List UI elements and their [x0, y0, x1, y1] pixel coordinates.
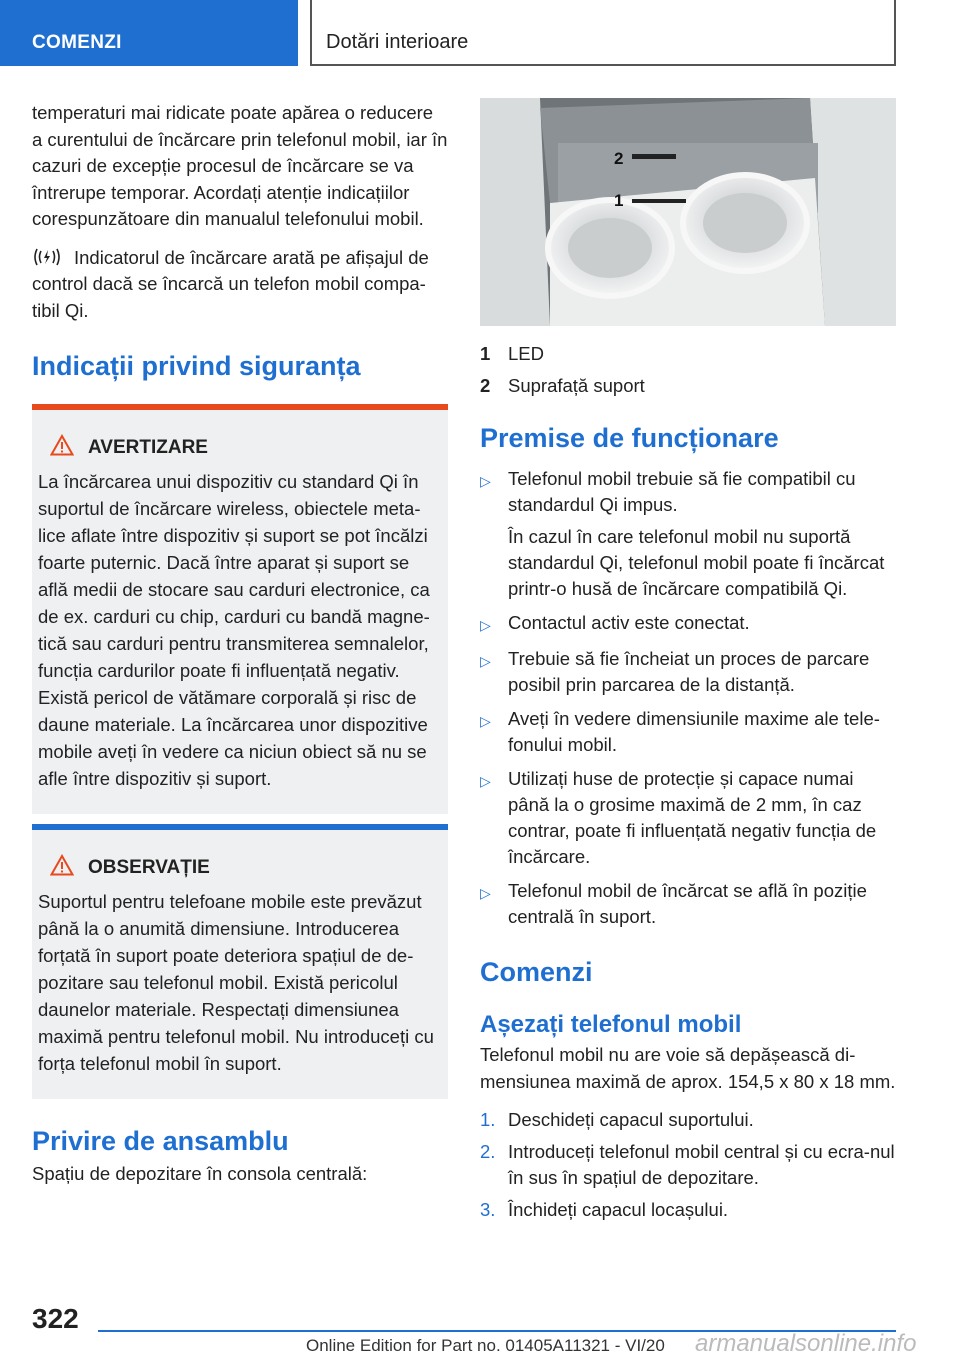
list-item: 2. Introduceți telefonul mobil central și cu ecra-nul în sus în spațiul de depozitare. [480, 1141, 895, 1188]
console-storage-photo [480, 98, 896, 326]
steps-list [480, 1107, 896, 1223]
overview-heading: Privire de ansamblu [32, 1126, 289, 1156]
triangle-bullet-icon: ▷ [480, 617, 491, 633]
chapter-tab-label: Dotări interioare [326, 31, 469, 53]
list-item: ▷ Telefonul mobil trebuie să fie compatibil cu standardul Qi impus. În cazul în care telefonul mobil nu suportă standardul Qi, telefonul mobil poate fi încărcat printr-o husă de încărcare compatibilă Qi. [480, 466, 896, 602]
overview-text: Spațiu de depozitare în consola centrală: [32, 1163, 368, 1184]
list-item: ▷ Aveți în vedere dimensiunile maxime ale tele-fonului mobil. [480, 706, 896, 758]
list-item: ▷ Utilizați huse de protecție și capace numai până la o grosime maximă de 2 mm, în caz contrar, poate fi influențată negativ funcția de încărcare. [480, 766, 896, 870]
list-item: 1. Deschideți capacul suportului. [480, 1109, 754, 1130]
watermark: armanualsonline.info [695, 1330, 917, 1357]
notice-title: OBSERVAȚIE [88, 857, 210, 878]
prereq-subnote: În cazul în care telefonul mobil nu suportă standardul Qi, telefonul mobil poate fi încărcat printr-o husă de încărcare compatibilă Qi. [508, 526, 885, 599]
prereq-heading: Premise de funcționare [480, 423, 779, 453]
intro-paragraph: temperaturi mai ridicate poate apărea o reducere a curentului de încărcare prin telefonul mobil, iar în cazuri de excepție procesul de încărcare se va întrerupe temporar. Acordați atenție indicațiilor corespunzătoare din manualul telefonului mobil. [32, 102, 448, 229]
triangle-bullet-icon: ▷ [480, 653, 491, 669]
triangle-bullet-icon: ▷ [480, 713, 491, 729]
page-header [0, 0, 960, 66]
warning-text: La încărcarea unui dispozitiv cu standard Qi în suportul de încărcare wireless, obiectele meta-lice aflate între dispozitiv și suport se pot încălzi foarte puternic. Dacă între aparat și suport se află medii de stocare sau carduri electronice, ca de ex. carduri cu chip, carduri cu bandă magne-tică sau carduri pentru transmiterea semnalelor, funcția cardurilor poate fi influențată negativ. Există pericol de vătămare corporală și risc de daune materiale. La încărcarea unor dispozitive mobile aveți în vedere ca niciun obiect să nu se afle între dispozitiv și suport. [38, 471, 430, 789]
legend-item: 2 Suprafață suport [480, 375, 645, 396]
safety-heading: Indicații privind siguranța [32, 351, 361, 381]
left-column [32, 100, 448, 1188]
triangle-bullet-icon: ▷ [480, 773, 491, 789]
notice-triangle-icon [50, 854, 74, 882]
indicator-text: Indicatorul de încărcare arată pe afișajul de control dacă se încarcă un telefon mobil compa-tibil Qi. [32, 246, 429, 321]
figure-legend [480, 338, 896, 402]
section-tab[interactable] [0, 0, 298, 66]
triangle-bullet-icon: ▷ [480, 885, 491, 901]
page-footer [0, 1295, 960, 1362]
edition-text: Online Edition for Part no. 01405A11321 - VI/20 [306, 1336, 665, 1355]
triangle-bullet-icon: ▷ [480, 473, 491, 489]
list-item: ▷ Telefonul mobil de încărcat se află în poziție centrală în suport. [480, 878, 896, 930]
section-tab-label: COMENZI [32, 32, 122, 53]
figure-label-1: 1 [614, 191, 624, 210]
place-phone-text: Telefonul mobil nu are voie să depășească di-mensiunea maximă de aprox. 154,5 x 80 x 18 mm. [480, 1044, 896, 1092]
notice-text: Suportul pentru telefoane mobile este prevăzut până la o anumită dimensiune. Introducerea forțată în suport poate deteriora spațiul de de-pozitare sau telefonul mobil. Există pericolul daunelor materiale. Respectați dimensiunea maximă pentru telefonul mobil. Nu introduceți cu forța telefonul mobil în suport. [38, 891, 434, 1074]
chapter-tab[interactable] [310, 0, 896, 66]
list-item: ▷ Contactul activ este conectat. [480, 610, 896, 638]
notice-box [32, 824, 448, 1099]
warning-triangle-icon [50, 434, 74, 462]
warning-title: AVERTIZARE [88, 437, 208, 458]
warning-box [32, 404, 448, 814]
page-number: 322 [32, 1303, 79, 1334]
right-column [480, 98, 896, 1223]
wireless-charging-icon [32, 247, 62, 275]
place-phone-heading: Așezați telefonul mobil [480, 1011, 742, 1038]
list-item: 3. Închideți capacul locașului. [480, 1199, 729, 1220]
legend-item: 1 LED [480, 343, 544, 364]
indicator-paragraph [32, 245, 448, 325]
prereq-list [480, 466, 896, 930]
figure-label-2: 2 [614, 149, 624, 168]
controls-heading: Comenzi [480, 957, 593, 987]
list-item: ▷ Trebuie să fie încheiat un proces de parcare posibil prin parcarea de la distanță. [480, 646, 896, 698]
